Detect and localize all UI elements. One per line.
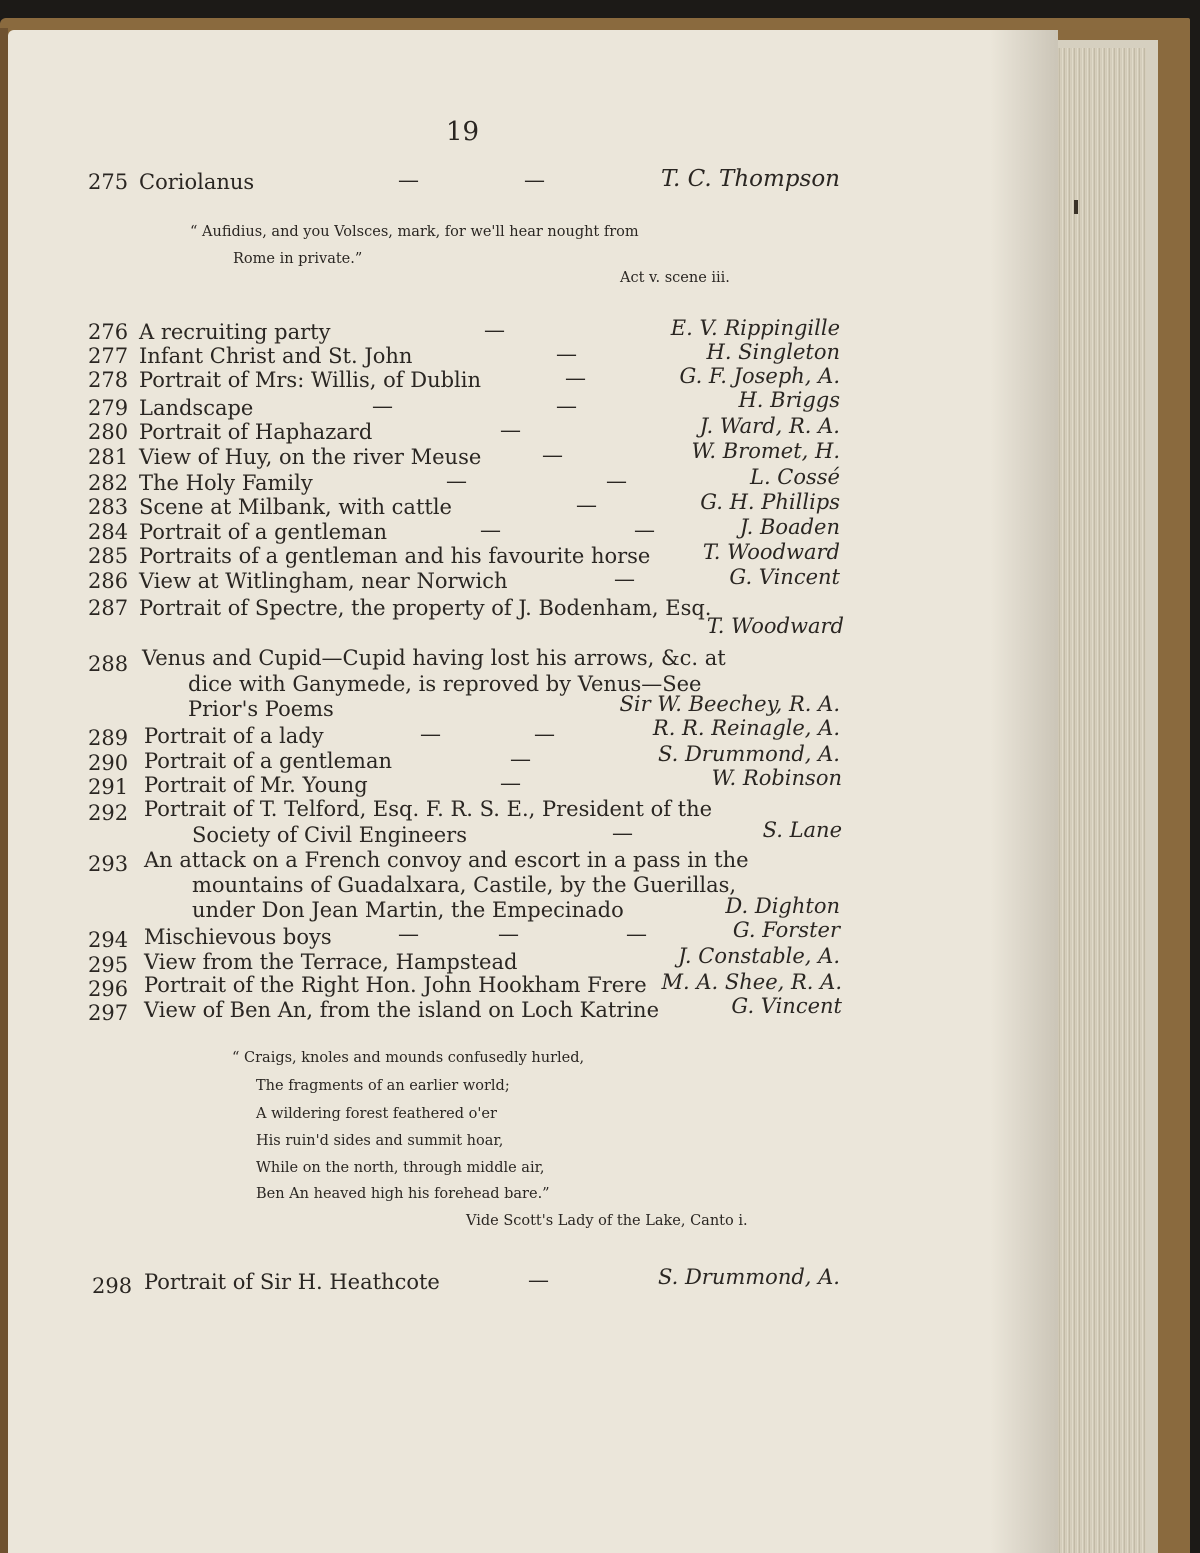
entry-dash: —: [500, 418, 521, 442]
entry-number: 289: [88, 726, 129, 750]
entry-artist: G. H. Phillips: [700, 490, 840, 514]
entry-dash: —: [484, 318, 505, 342]
entry-title: A recruiting party: [139, 320, 331, 344]
quote-line: “ Craigs, knoles and mounds confusedly hurled,: [232, 1050, 585, 1066]
quote-line: A wildering forest feathered o'er: [256, 1106, 497, 1122]
entry-artist: E. V. Rippingille: [670, 316, 840, 340]
entry-number: 288: [88, 652, 129, 676]
entry-number: 277: [88, 344, 129, 368]
entry-artist: T. Woodward: [706, 614, 844, 638]
entry-artist: L. Cossé: [750, 465, 840, 489]
quote-line: While on the north, through middle air,: [256, 1160, 545, 1176]
entry-title: Portrait of Mrs: Willis, of Dublin: [139, 368, 482, 392]
cover-edge: [0, 28, 8, 1553]
quote-line: The fragments of an earlier world;: [256, 1078, 510, 1094]
entry-title: View of Huy, on the river Meuse: [139, 445, 482, 469]
entry-artist: T. Woodward: [702, 540, 840, 564]
entry-number: 287: [88, 596, 129, 620]
entry-artist: G. F. Joseph, A.: [679, 364, 840, 388]
entry-artist: H. Singleton: [706, 340, 840, 364]
entry-dash: —: [606, 469, 627, 493]
entry-title: The Holy Family: [139, 471, 313, 495]
entry-title: View at Witlingham, near Norwich: [139, 569, 508, 593]
entry-dash: —: [634, 518, 655, 542]
entry-title: Portrait of a lady: [144, 724, 324, 748]
entry-number: 275: [88, 170, 129, 194]
entry-number: 278: [88, 368, 129, 392]
entry-artist: H. Briggs: [738, 388, 840, 412]
entry-number: 298: [92, 1274, 133, 1298]
entry-number: 295: [88, 953, 129, 977]
entry-title: Coriolanus: [139, 170, 255, 194]
entry-title: Portrait of T. Telford, Esq. F. R. S. E., President of the: [144, 797, 713, 821]
entry-title: Portrait of a gentleman: [144, 749, 393, 773]
entry-number: 293: [88, 852, 129, 876]
entry-dash: —: [480, 518, 501, 542]
entry-title: Portraits of a gentleman and his favourite horse: [139, 544, 651, 568]
entry-title: View of Ben An, from the island on Loch Katrine: [144, 998, 660, 1022]
entry-artist: R. R. Reinagle, A.: [652, 716, 840, 740]
entry-artist: S. Drummond, A.: [657, 742, 840, 766]
entry-artist: G. Vincent: [731, 994, 842, 1018]
entry-title: Infant Christ and St. John: [139, 344, 413, 368]
entry-title: Landscape: [139, 396, 254, 420]
entry-artist: Sir W. Beechey, R. A.: [619, 692, 840, 716]
entry-artist: G. Forster: [732, 918, 840, 942]
entry-dash: —: [498, 922, 519, 946]
entry-dash: —: [528, 1268, 549, 1292]
entry-title: Portrait of Sir H. Heathcote: [144, 1270, 440, 1294]
entry-number: 285: [88, 544, 129, 568]
entry-title: Portrait of Spectre, the property of J. Bodenham, Esq.: [139, 596, 712, 620]
entry-artist: W. Robinson: [711, 766, 842, 790]
entry-number: 292: [88, 801, 129, 825]
entry-title: View from the Terrace, Hampstead: [144, 950, 518, 974]
page-shadow: [990, 30, 1058, 1553]
entry-number: 291: [88, 775, 129, 799]
page-mark: [1074, 200, 1078, 214]
entry-artist: S. Drummond, A.: [657, 1265, 840, 1289]
entry-number: 276: [88, 320, 129, 344]
entry-dash: —: [398, 922, 419, 946]
page-edges: [1046, 48, 1146, 1553]
entry-number: 281: [88, 445, 129, 469]
entry-title: Venus and Cupid—Cupid having lost his arrows, &c. at: [142, 646, 726, 670]
entry-title: Scene at Milbank, with cattle: [139, 495, 452, 519]
page-number: 19: [446, 117, 480, 147]
entry-title: Portrait of the Right Hon. John Hookham Frere: [144, 973, 647, 997]
entry-dash: —: [576, 493, 597, 517]
quote-line: His ruin'd sides and summit hoar,: [256, 1133, 504, 1149]
entry-artist: J. Boaden: [739, 515, 840, 539]
entry-dash: —: [420, 722, 441, 746]
entry-dash: —: [556, 342, 577, 366]
entry-number: 286: [88, 569, 129, 593]
entry-title: An attack on a French convoy and escort in a pass in the: [144, 848, 749, 872]
entry-title: Portrait of a gentleman: [139, 520, 388, 544]
quote-line: Ben An heaved high his forehead bare.”: [256, 1186, 550, 1202]
entry-number: 296: [88, 977, 129, 1001]
entry-dash: —: [614, 567, 635, 591]
entry-number: 282: [88, 471, 129, 495]
quote-source: Act v. scene iii.: [620, 270, 730, 286]
entry-title: Portrait of Haphazard: [139, 420, 373, 444]
entry-artist: T. C. Thompson: [661, 166, 840, 192]
entry-artist: J. Constable, A.: [678, 944, 840, 968]
entry-title-continued: mountains of Guadalxara, Castile, by the Guerillas,: [192, 873, 737, 897]
quote-line: “ Aufidius, and you Volsces, mark, for we'll hear nought from: [190, 224, 639, 240]
entry-title-continued: Society of Civil Engineers: [192, 823, 467, 847]
entry-number: 283: [88, 495, 129, 519]
entry-number: 297: [88, 1001, 129, 1025]
quote-source: Vide Scott's Lady of the Lake, Canto i.: [466, 1213, 748, 1229]
entry-number: 280: [88, 420, 129, 444]
entry-dash: —: [612, 821, 633, 845]
entry-number: 290: [88, 751, 129, 775]
entry-dash: —: [542, 443, 563, 467]
entry-dash: —: [565, 366, 586, 390]
entry-artist: W. Bromet, H.: [691, 439, 840, 463]
entry-dash: —: [500, 771, 521, 795]
entry-title: Mischievous boys: [144, 925, 332, 949]
entry-artist: G. Vincent: [729, 565, 840, 589]
entry-dash: —: [446, 469, 467, 493]
entry-artist: D. Dighton: [725, 894, 840, 918]
entry-dash: —: [556, 394, 577, 418]
quote-line: Rome in private.”: [233, 251, 363, 267]
entry-dash: —: [398, 168, 419, 192]
entry-number: 294: [88, 928, 129, 952]
entry-title: Portrait of Mr. Young: [144, 773, 368, 797]
entry-number: 284: [88, 520, 129, 544]
entry-artist: M. A. Shee, R. A.: [661, 970, 842, 994]
entry-dash: —: [372, 394, 393, 418]
entry-artist: S. Lane: [762, 818, 842, 842]
entry-number: 279: [88, 396, 129, 420]
entry-dash: —: [524, 168, 545, 192]
entry-title-continued: dice with Ganymede, is reproved by Venus—See: [188, 672, 702, 696]
entry-title-continued: Prior's Poems: [188, 697, 334, 721]
entry-artist: J. Ward, R. A.: [699, 414, 840, 438]
entry-dash: —: [534, 722, 555, 746]
entry-dash: —: [510, 747, 531, 771]
entry-title-continued: under Don Jean Martin, the Empecinado: [192, 898, 624, 922]
entry-dash: —: [626, 922, 647, 946]
